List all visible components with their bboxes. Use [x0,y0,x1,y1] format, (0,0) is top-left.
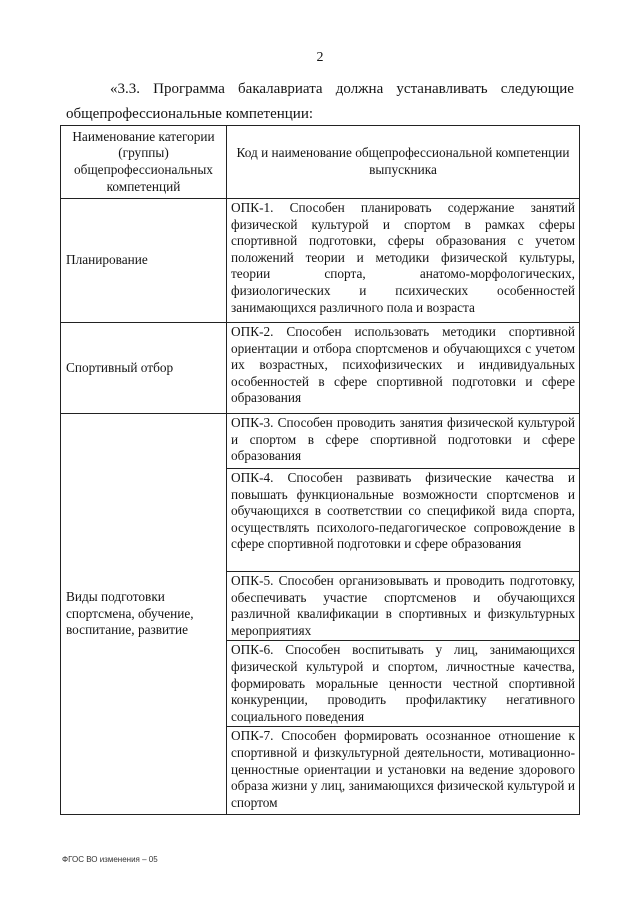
header-category: Наименование категории (группы) общепрофессиональных компетенций [61,126,227,199]
intro-word: Программа [153,81,225,97]
intro-word: устанавливать [396,81,488,97]
intro-first-line [66,77,574,102]
intro-word: бакалавриата [238,81,323,97]
competence-cell: ОПК-6. Способен воспитывать у лиц, занимающихся физической культурой и спортом, личностные качества, формировать моральные ценности честной спортивной конкуренции, проводить профилактику негативного социального поведения [227,641,580,727]
category-cell: Планирование [61,199,227,323]
competence-table [60,125,580,815]
competence-cell: ОПК-3. Способен проводить занятия физической культурой и спортом в сфере спортивной подготовки и сфере образования [227,414,580,469]
category-cell: Виды подготовки спортсмена, обучение, воспитание, развитие [61,414,227,815]
intro-word: должна [335,81,384,97]
table-row [61,414,580,469]
header-code: Код и наименование общепрофессиональной компетенции выпускника [227,126,580,199]
intro-word: следующие [500,81,574,97]
competence-cell: ОПК-2. Способен использовать методики спортивной ориентации и отбора спортсменов и обучающихся с учетом их возрастных, психофизических и индивидуальных особенностей в сфере спортивной подготовки и сфере образования [227,323,580,414]
competence-cell: ОПК-4. Способен развивать физические качества и повышать функциональные возможности спортсменов и обучающихся в соответствии со спецификой вида спорта, осуществлять психолого-педагогическое сопровождение в сфере спортивной подготовки и сфере образования [227,469,580,572]
page-number: 2 [316,50,324,65]
competence-cell: ОПК-1. Способен планировать содержание занятий физической культурой и спортом в рамках сферы спортивной подготовки, сферы образования с учетом положений теории и методики физической культуры, теории спорта, анатомо-морфологических, физиологических и психических особенностей занимающихся различного пола и возраста [227,199,580,323]
competence-cell: ОПК-5. Способен организовывать и проводить подготовку, обеспечивать участие спортсменов и обучающихся различной квалификации в спортивных и физкультурных мероприятиях [227,572,580,641]
competence-cell: ОПК-7. Способен формировать осознанное отношение к спортивной и физкультурной деятельности, мотивационно-ценностные ориентации и установки на ведение здорового образа жизни у лиц, занимающихся физической культурой и спортом [227,727,580,815]
intro-paragraph [66,77,574,127]
table-header-row [61,126,580,199]
table-row [61,323,580,414]
table-row [61,199,580,323]
intro-second-line: общепрофессиональные компетенции: [66,106,314,122]
footer-note: ФГОС ВО изменения – 05 [62,855,158,864]
intro-word: «3.3. [110,81,140,97]
category-cell: Спортивный отбор [61,323,227,414]
